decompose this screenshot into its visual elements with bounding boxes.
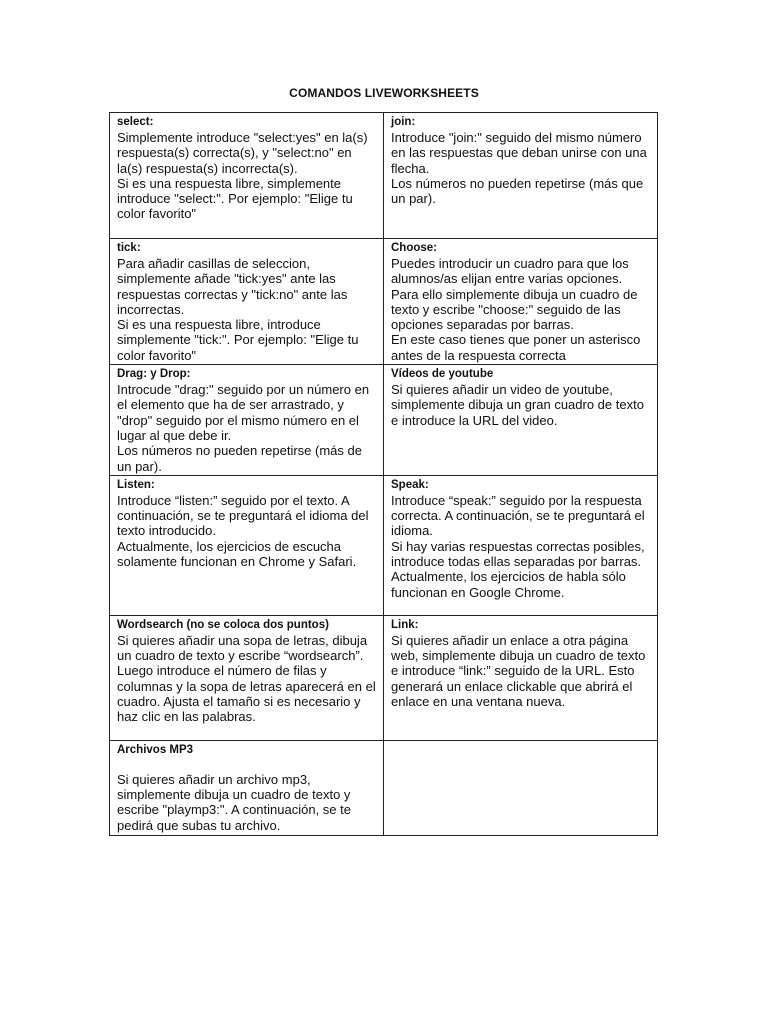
command-cell-listen [110,475,384,615]
command-text: Actualmente, los ejercicios de habla sólo funcionan en Google Chrome. [391,569,626,600]
command-heading: Speak: [391,478,429,491]
table-row [110,740,658,835]
command-heading: Wordsearch (no se coloca dos puntos) [117,618,329,631]
command-heading: Drag: y Drop: [117,368,191,381]
command-text: Si quieres añadir un archivo mp3, simplemente dibuja un cuadro de texto y escribe "playmp3:". A continuación, se te pedirá que subas tu archivo. [117,771,351,833]
command-heading: Choose: [391,242,437,254]
command-heading: select: [117,116,154,128]
command-text: Introcude "drag:" seguido por un número en el elemento que ha de ser arrastrado, y "drop" seguido por el mismo número en el lugar al que debe ir. [117,382,370,443]
command-cell-drag-drop [110,365,384,476]
commands-table [109,112,658,836]
table-row [110,113,658,239]
document-title: COMANDOS LIVEWORKSHEETS [289,86,479,100]
command-text: Los números no pueden repetirse (más de un par). [117,443,362,474]
command-text: Introduce “listen:” seguido por el texto. A continuación, se te preguntará el idioma del texto introducido. [117,492,369,539]
table-row [110,365,658,476]
command-heading: Link: [391,618,419,631]
command-text: Puedes introducir un cuadro para que los alumnos/as elijan entre varias opciones. Para ello simplemente dibuja un cuadro de texto y escribe "choose:" seguido de las opciones separadas por barras. [391,256,638,333]
table-row [110,239,658,365]
command-heading: tick: [117,242,141,254]
command-text: Simplemente introduce "select:yes" en la(s) respuesta(s) correcta(s), y "select:no" en la(s) respuesta(s) incorrecta(s). [117,130,368,176]
command-cell-speak [384,475,658,615]
command-cell-select [110,113,384,239]
command-text: Si es una respuesta libre, introduce simplemente "tick:". Por ejemplo: "Elige tu color favorito" [117,317,359,363]
command-cell-tick [110,239,384,365]
command-cell-wordsearch [110,615,384,740]
command-heading: Vídeos de youtube [391,368,494,381]
command-text: En este caso tienes que poner un asterisco antes de la respuesta correcta [391,332,641,363]
blank-line [117,758,379,772]
command-heading: Listen: [117,478,155,491]
command-text: Para añadir casillas de seleccion, simplemente añade "tick:yes" ante las respuestas correctas y "tick:no" ante las incorrectas. [117,256,348,317]
command-text: Actualmente, los ejercicios de escucha solamente funcionan en Chrome y Safari. [117,538,357,570]
empty-cell [384,740,658,835]
command-text: Introduce "join:" seguido del mismo número en las respuestas que deban unirse con una flecha. [391,130,647,176]
command-text: Si quieres añadir una sopa de letras, dibuja un cuadro de texto y escribe “wordsearch”. Luego introduce el número de filas y columnas y la sopa de letras aparecerá en el cuadro. Ajusta el tamaño si es necesario y haz clic en las palabras. [117,632,376,725]
command-cell-mp3 [110,740,384,835]
table-row [110,615,658,740]
command-text: Los números no pueden repetirse (más que un par). [391,175,644,207]
command-text: Si quieres añadir un video de youtube, simplemente dibuja un gran cuadro de texto e introduce la URL del video. [391,382,644,428]
command-cell-link [384,615,658,740]
command-heading: join: [391,116,416,128]
command-cell-choose [384,239,658,365]
command-heading: Archivos MP3 [117,743,194,756]
command-text: Si quieres añadir un enlace a otra página web, simplemente dibuja un cuadro de texto e introduce “link:” seguido de la URL. Esto generará un enlace clickable que abrirá el enlace en una ventana nueva. [391,632,646,710]
command-cell-join [384,113,658,239]
command-text: Si hay varias respuestas correctas posibles, introduce todas ellas separadas por barras. [391,538,645,570]
command-text: Introduce “speak:” seguido por la respuesta correcta. A continuación, se te preguntará el idioma. [391,492,645,539]
command-text: Si es una respuesta libre, simplemente introduce "select:". Por ejemplo: "Elige tu color favorito" [117,175,353,222]
table-row [110,475,658,615]
command-cell-youtube [384,365,658,476]
